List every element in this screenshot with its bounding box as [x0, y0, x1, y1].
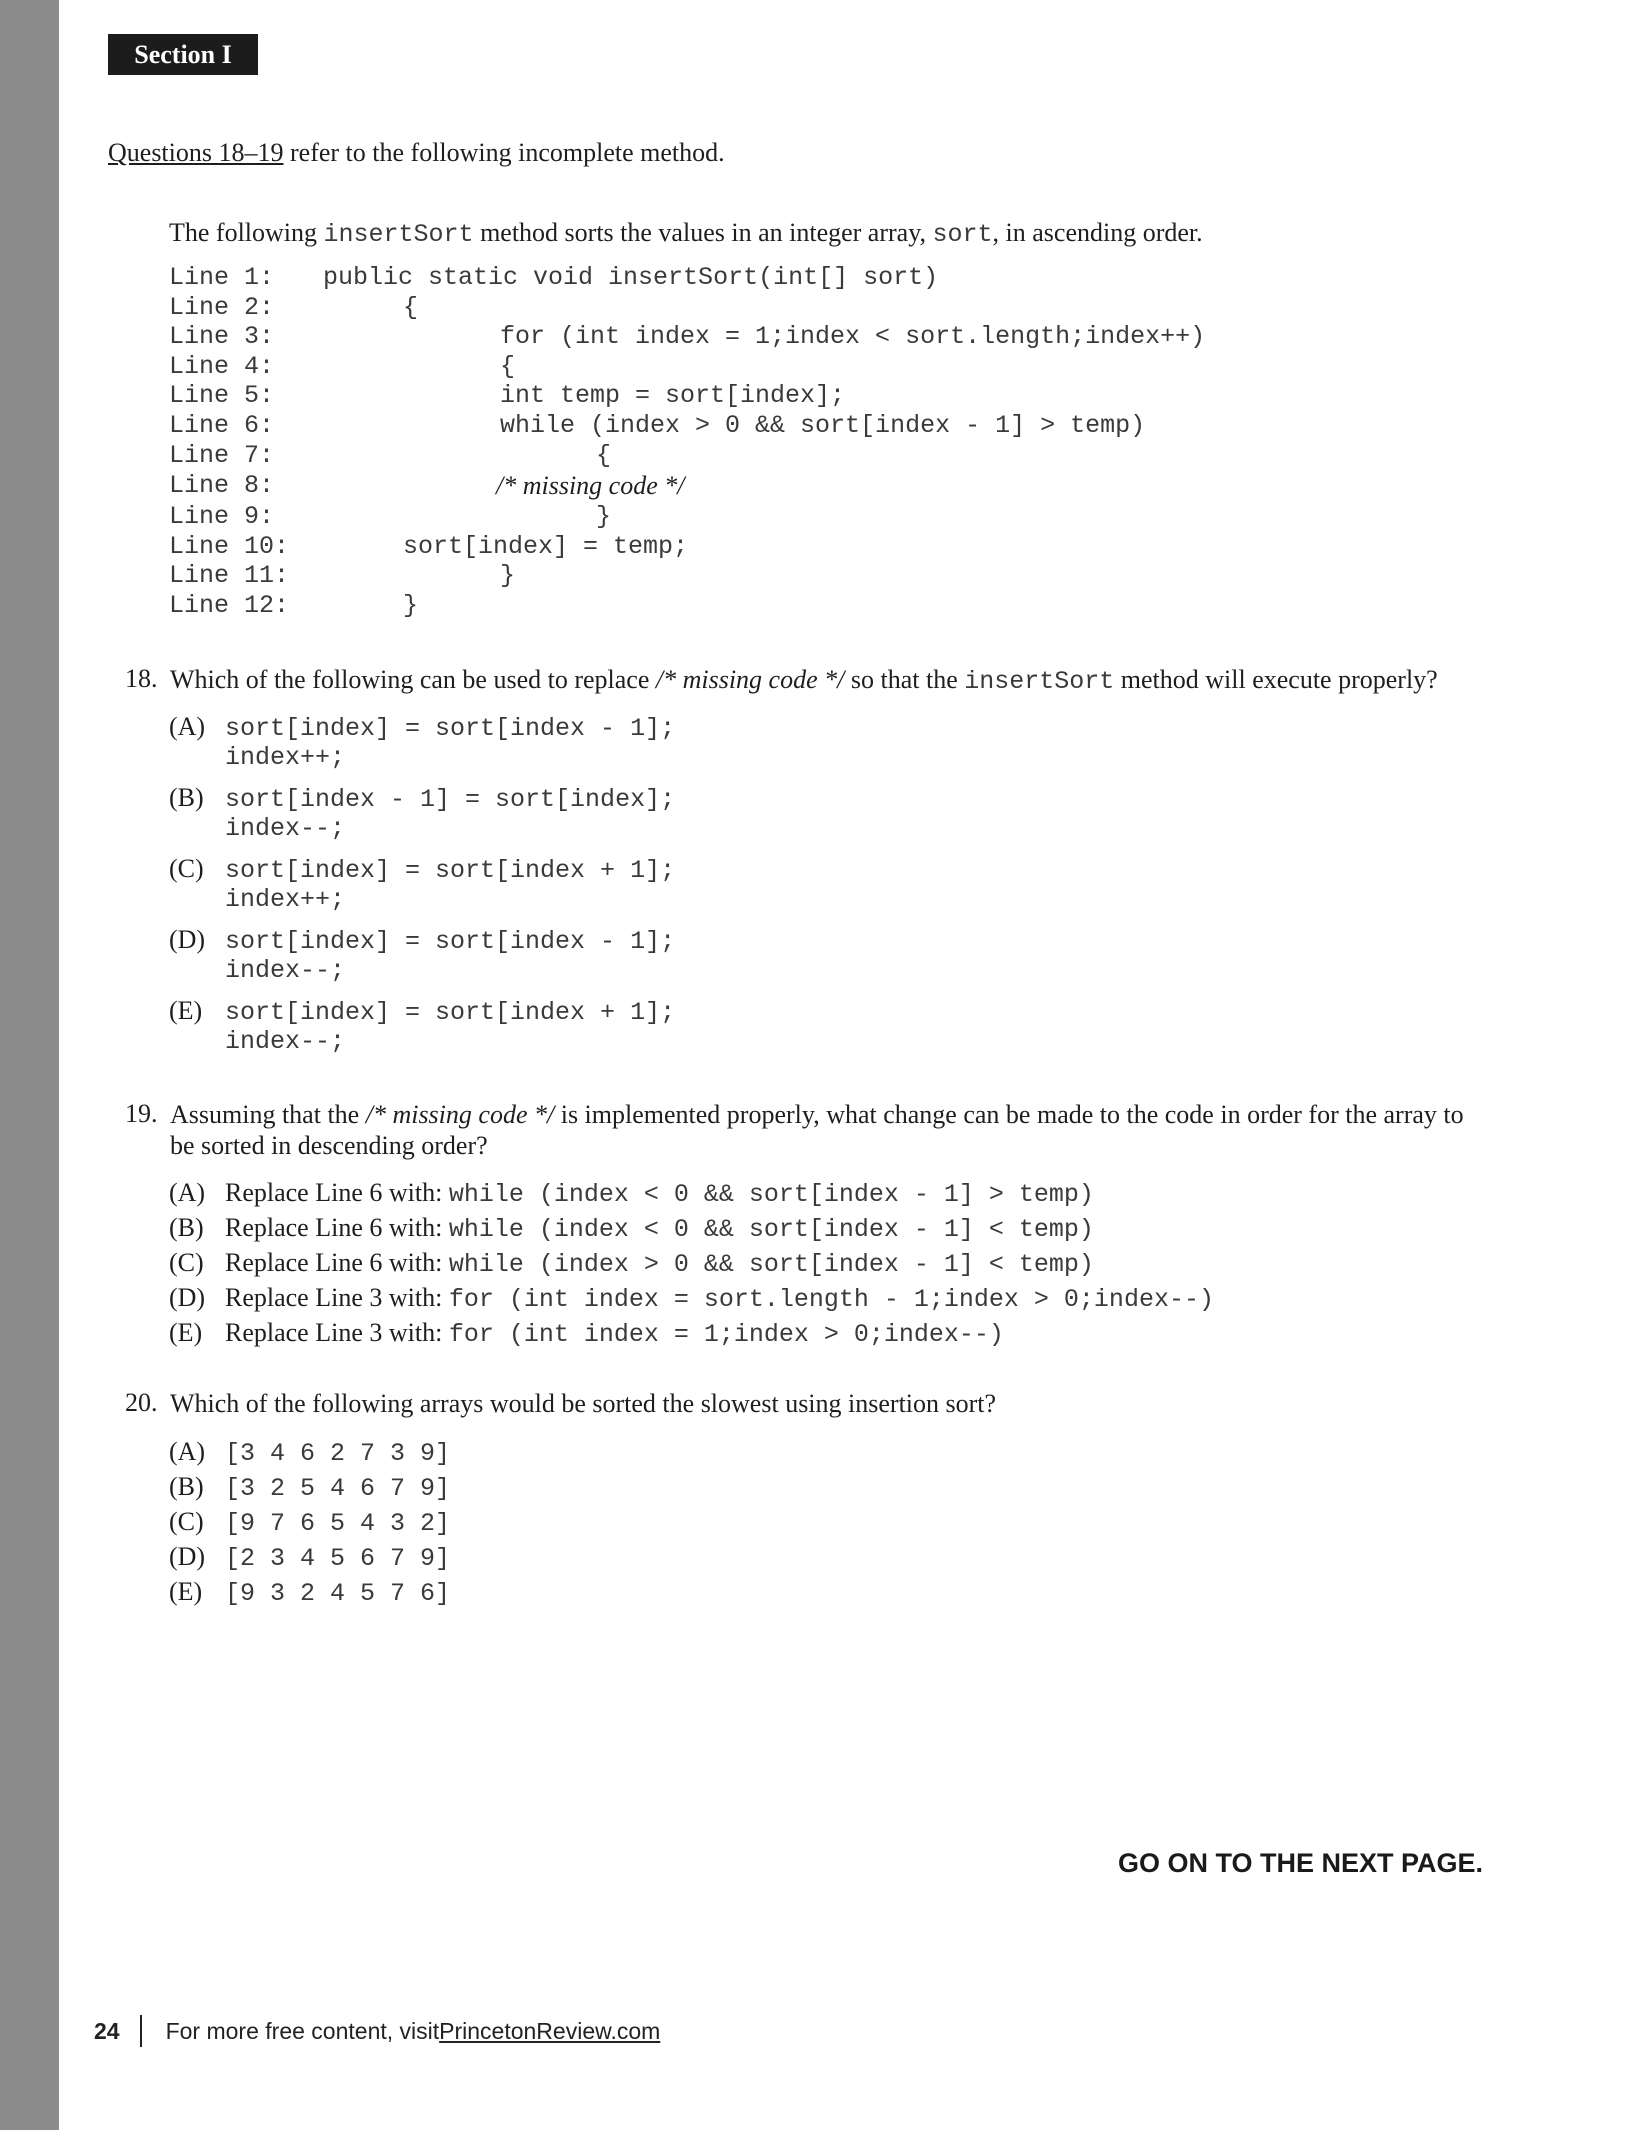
- line-code: }: [500, 561, 516, 591]
- option-b[interactable]: [169, 783, 676, 843]
- option-code: index++;: [225, 743, 346, 772]
- question-stem: [170, 1099, 1490, 1161]
- line-code: {: [500, 351, 516, 381]
- line-label: Line 7:: [169, 440, 275, 470]
- option-b[interactable]: [169, 1213, 1094, 1244]
- option-d[interactable]: [169, 925, 676, 985]
- section-tab: Section I: [108, 34, 258, 75]
- option-letter: (A): [169, 712, 206, 741]
- line-label: Line 5:: [169, 381, 275, 411]
- option-code: sort[index] = sort[index + 1];: [225, 998, 676, 1027]
- missing-code-comment: /* missing code */: [496, 471, 685, 501]
- stem-text: is implemented properly, what change can be made to the code in order for the array to be sorted in descending order?: [170, 1100, 1464, 1160]
- option-code: [9 3 2 4 5 7 6]: [225, 1579, 451, 1608]
- footer-link[interactable]: PrincetonReview.com: [439, 2017, 661, 2044]
- line-label: Line 9:: [169, 502, 275, 532]
- desc-text-1: The following: [169, 218, 324, 247]
- option-letter: (A): [169, 1437, 206, 1466]
- option-letter: (D): [169, 1283, 206, 1312]
- line-code: {: [596, 440, 612, 470]
- option-code: while (index > 0 && sort[index - 1] < temp): [448, 1250, 1094, 1279]
- option-letter: (C): [169, 1248, 204, 1277]
- option-letter: (B): [169, 1213, 204, 1242]
- option-e[interactable]: [169, 1577, 450, 1608]
- option-text: Replace Line 6 with:: [225, 1248, 449, 1277]
- question-number: 18.: [125, 664, 158, 693]
- question-stem: Which of the following arrays would be sorted the slowest using insertion sort?: [170, 1389, 997, 1418]
- option-code: [9 7 6 5 4 3 2]: [225, 1509, 451, 1538]
- line-code: }: [403, 590, 419, 620]
- option-code: while (index < 0 && sort[index - 1] > temp): [448, 1180, 1094, 1209]
- option-d[interactable]: [169, 1542, 450, 1573]
- option-letter: (E): [169, 996, 203, 1025]
- option-letter: (A): [169, 1178, 206, 1207]
- option-code: [3 2 5 4 6 7 9]: [225, 1474, 451, 1503]
- option-letter: (E): [169, 1318, 203, 1347]
- option-e[interactable]: [169, 996, 676, 1056]
- option-a[interactable]: [169, 1437, 450, 1468]
- line-label: Line 10:: [169, 531, 290, 561]
- option-text: Replace Line 6 with:: [225, 1213, 449, 1242]
- page-number: 24: [94, 2017, 120, 2044]
- line-label: Line 11:: [169, 561, 290, 591]
- side-bar: [0, 0, 59, 2130]
- option-letter: (C): [169, 1507, 204, 1536]
- stem-method: insertSort: [964, 667, 1115, 696]
- option-b[interactable]: [169, 1472, 450, 1503]
- desc-text-2: method sorts the values in an integer array,: [473, 218, 933, 247]
- line-code: public static void insertSort(int[] sort): [323, 263, 939, 292]
- line-code: sort[index] = temp;: [403, 531, 689, 561]
- option-a[interactable]: [169, 1178, 1094, 1209]
- option-c[interactable]: [169, 1248, 1094, 1279]
- option-c[interactable]: [169, 854, 676, 914]
- line-label: Line 12:: [169, 590, 290, 620]
- line-code: while (index > 0 && sort[index - 1] > temp): [500, 410, 1146, 440]
- page-footer: [94, 2015, 660, 2047]
- option-letter: (D): [169, 1542, 206, 1571]
- option-code: index++;: [225, 885, 346, 914]
- stem-text: so that the: [844, 665, 965, 694]
- option-text: Replace Line 3 with:: [225, 1318, 449, 1347]
- question-number: 19.: [125, 1099, 158, 1128]
- option-code: [3 4 6 2 7 3 9]: [225, 1439, 451, 1468]
- stem-text: Assuming that the: [170, 1100, 366, 1129]
- stem-text: Which of the following can be used to replace: [170, 665, 656, 694]
- option-code: for (int index = 1;index > 0;index--): [448, 1320, 1004, 1349]
- option-letter: (E): [169, 1577, 203, 1606]
- option-code: while (index < 0 && sort[index - 1] < temp): [448, 1215, 1094, 1244]
- missing-code-ref: /* missing code */: [655, 665, 845, 694]
- line-code: }: [596, 502, 612, 532]
- option-d[interactable]: [169, 1283, 1214, 1314]
- footer-divider: [140, 2015, 142, 2047]
- option-text: Replace Line 6 with:: [225, 1178, 449, 1207]
- option-e[interactable]: [169, 1318, 1004, 1349]
- intro-ref: Questions 18–19: [108, 138, 284, 167]
- footer-text: For more free content, visit: [165, 2017, 440, 2044]
- line-label: Line 4:: [169, 351, 275, 381]
- option-a[interactable]: [169, 712, 676, 772]
- desc-text-3: , in ascending order.: [992, 218, 1203, 247]
- desc-method: insertSort: [323, 220, 474, 249]
- line-label: Line 3:: [169, 322, 275, 352]
- missing-code-ref: /* missing code */: [365, 1100, 555, 1129]
- intro-line: [108, 138, 725, 168]
- line-code: int temp = sort[index];: [500, 381, 846, 411]
- option-code: sort[index] = sort[index + 1];: [225, 856, 676, 885]
- option-code: index--;: [225, 814, 346, 843]
- option-text: Replace Line 3 with:: [225, 1283, 449, 1312]
- method-description: [169, 218, 1203, 249]
- question-number: 20.: [125, 1388, 158, 1417]
- line-label: Line 6:: [169, 410, 275, 440]
- option-code: index--;: [225, 956, 346, 985]
- line-code: for (int index = 1;index < sort.length;index++): [500, 322, 1206, 352]
- intro-rest: refer to the following incomplete method.: [283, 138, 725, 167]
- option-code: sort[index] = sort[index - 1];: [225, 714, 676, 743]
- option-c[interactable]: [169, 1507, 450, 1538]
- desc-array: sort: [932, 220, 993, 249]
- option-code: for (int index = sort.length - 1;index > 0;index--): [448, 1285, 1214, 1314]
- option-letter: (B): [169, 783, 204, 812]
- option-code: index--;: [225, 1027, 346, 1056]
- option-code: sort[index] = sort[index - 1];: [225, 927, 676, 956]
- option-code: sort[index - 1] = sort[index];: [225, 785, 676, 814]
- line-label: Line 2:: [169, 292, 275, 322]
- line-label: Line 1:: [169, 263, 275, 292]
- option-letter: (C): [169, 854, 204, 883]
- line-code: {: [403, 292, 419, 322]
- question-stem: [170, 664, 1490, 697]
- option-letter: (D): [169, 925, 206, 954]
- go-next-page-notice: GO ON TO THE NEXT PAGE.: [1117, 1848, 1483, 1878]
- option-code: [2 3 4 5 6 7 9]: [225, 1544, 451, 1573]
- stem-text: method will execute properly?: [1114, 665, 1438, 694]
- line-label: Line 8:: [169, 471, 275, 501]
- option-letter: (B): [169, 1472, 204, 1501]
